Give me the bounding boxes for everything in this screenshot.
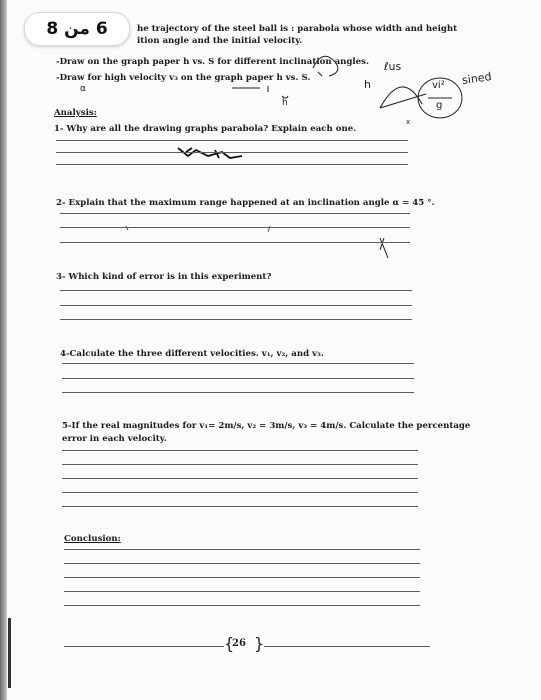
footer-brace-left: { (224, 634, 235, 653)
answer-line-q4-3 (62, 392, 414, 393)
footer-brace-right: } (254, 634, 265, 653)
scribble-mark (178, 148, 242, 158)
answer-line-q2-2 (60, 227, 410, 228)
handwritten-word: sined (461, 70, 493, 87)
answer-line-q1-1 (56, 140, 408, 141)
handwritten-x: x (406, 118, 411, 126)
handwritten-top-note: ℓus (384, 60, 402, 73)
answer-line-q5-4 (62, 492, 418, 493)
conclusion-line-2 (64, 563, 420, 564)
intro-line-1: he trajectory of the steel ball is : parabola whose width and height (137, 24, 458, 34)
parabola-ray (380, 94, 426, 108)
question-2: 2- Explain that the maximum range happened at an inclination angle α = 45 °. (56, 198, 435, 208)
conclusion-line-5 (64, 605, 420, 606)
conclusion-line-1 (64, 549, 420, 550)
question-5-line-2: error in each velocity. (62, 434, 167, 444)
answer-line-q3-3 (60, 319, 412, 320)
handwritten-h2: h (282, 98, 288, 108)
sketch-mark-2 (232, 86, 268, 92)
page-counter-label: 6 من 8 (46, 19, 108, 39)
sketch-mark-1 (313, 56, 338, 76)
answer-line-q3-1 (60, 290, 412, 291)
answer-line-q2-1 (60, 213, 410, 214)
answer-line-q2-3 (60, 242, 410, 243)
question-5-line-1: 5-If the real magnitudes for v₁= 2m/s, v₂ = 3m/s, v₃ = 4m/s. Calculate the percentage (62, 421, 471, 431)
question-1: 1- Why are all the drawing graphs parabola? Explain each one. (54, 124, 357, 134)
footer-page-number: 26 (232, 638, 246, 649)
intro-line-2: ition angle and the initial velocity. (137, 36, 303, 46)
task-2: -Draw for high velocity v₃ on the graph paper h vs. S. (56, 73, 311, 83)
handwritten-alpha: α (80, 84, 86, 94)
handwritten-h: h (364, 78, 371, 91)
answer-line-q5-2 (62, 464, 418, 465)
answer-line-q5-1 (62, 450, 418, 451)
pen-mark-1 (380, 238, 388, 258)
answer-line-q1-3 (56, 164, 408, 165)
answer-line-q3-2 (60, 305, 412, 306)
footer-rule-left (64, 646, 224, 647)
task-1: -Draw on the graph paper h vs. S for different inclination angles. (56, 57, 369, 67)
handwritten-formula-num: vi² (432, 80, 445, 91)
answer-line-q5-3 (62, 478, 418, 479)
answer-line-q4-2 (62, 378, 414, 379)
conclusion-line-3 (64, 577, 420, 578)
conclusion-heading: Conclusion: (64, 534, 121, 544)
question-4: 4-Calculate the three different velocities. v₁, v₂, and v₃. (60, 349, 324, 359)
footer-rule-right (264, 646, 430, 647)
handwritten-formula-den: g (436, 100, 443, 111)
conclusion-line-4 (64, 591, 420, 592)
question-3: 3- Which kind of error is in this experiment? (56, 272, 272, 282)
answer-line-q4-1 (62, 363, 414, 364)
analysis-heading: Analysis: (54, 108, 97, 118)
answer-line-q5-5 (62, 506, 418, 507)
answer-line-q1-2 (56, 152, 408, 153)
